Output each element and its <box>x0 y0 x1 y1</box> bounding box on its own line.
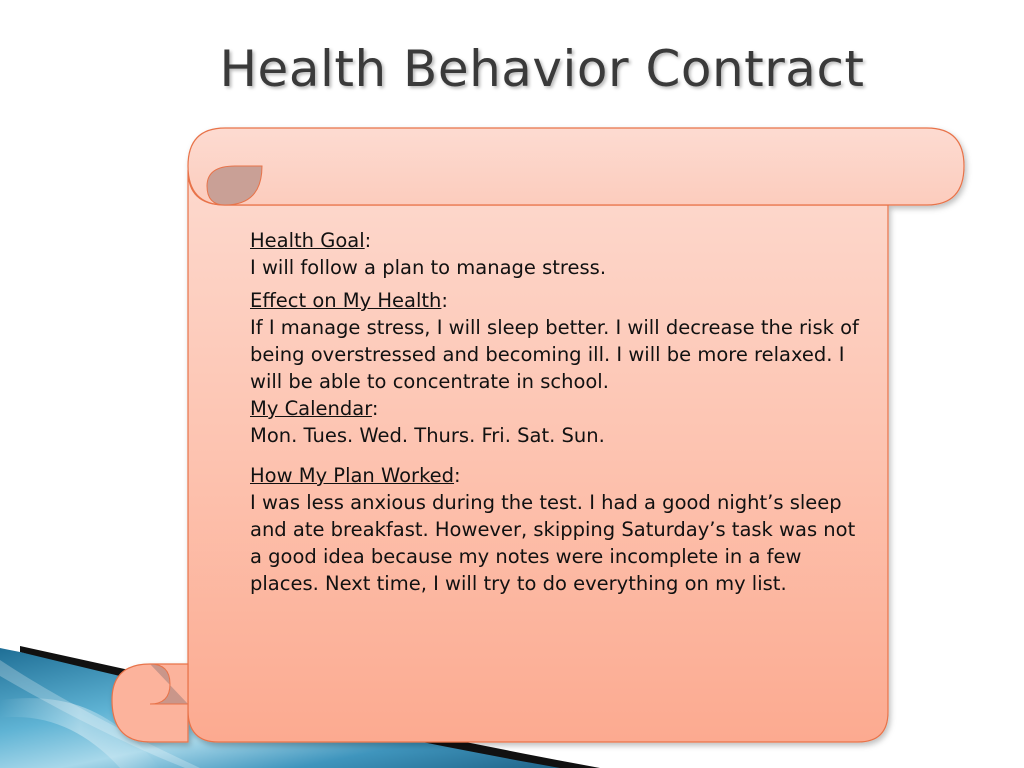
page-title: Health Behavior Contract <box>219 40 865 98</box>
effect-label: Effect on My Health <box>250 289 442 312</box>
plan-worked-label: How My Plan Worked <box>250 464 455 487</box>
calendar-text: Mon. Tues. Wed. Thurs. Fri. Sat. Sun. <box>250 424 605 447</box>
effect-section <box>250 287 870 395</box>
health-goal-colon: : <box>364 229 372 252</box>
plan-worked-colon: : <box>454 464 461 487</box>
calendar-label: My Calendar <box>250 397 372 420</box>
health-goal-text: I will follow a plan to manage stress. <box>250 256 607 279</box>
health-goal-section <box>250 227 870 281</box>
plan-worked-section <box>250 462 870 597</box>
effect-text: If I manage stress, I will sleep better. I will decrease the risk of being overstressed and becoming ill. I will be more relaxed. I will be able to concentrate in school. <box>250 316 859 393</box>
calendar-colon: : <box>371 397 379 420</box>
health-goal-label: Health Goal <box>250 229 365 252</box>
calendar-section <box>250 395 870 449</box>
effect-colon: : <box>441 289 448 312</box>
contract-content <box>250 227 870 597</box>
plan-worked-text: I was less anxious during the test. I had a good night’s sleep and ate breakfast. However, skipping Saturday’s task was not a good idea because my notes were incomplete in a few places. Next time, I will try to do everything on my list. <box>250 491 856 595</box>
